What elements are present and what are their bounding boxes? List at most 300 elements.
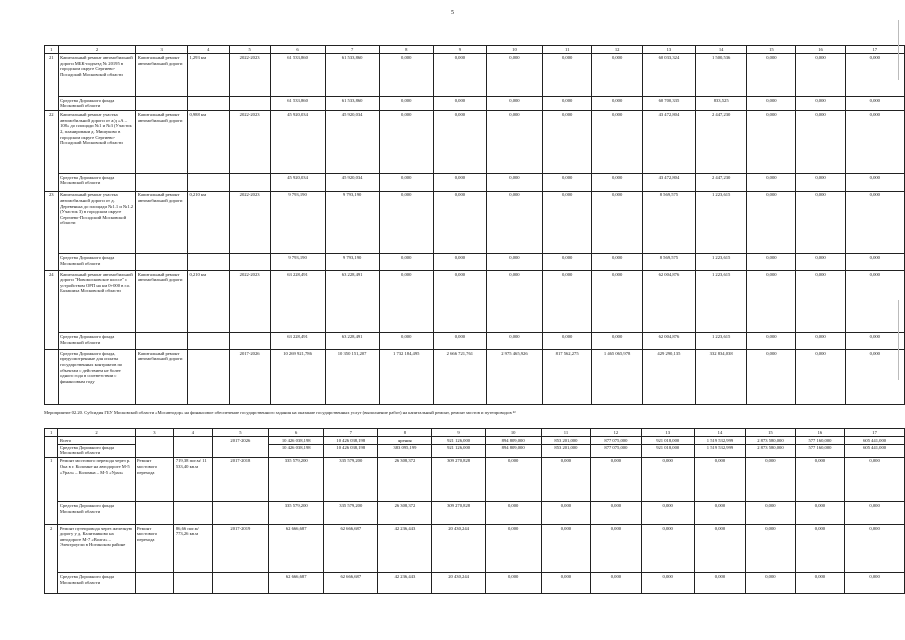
value-cell: 0,000 [845,191,904,254]
column-number: 15 [747,46,796,54]
value-cell: 0,000 [379,111,433,174]
value-cell: 2 666 721,761 [433,349,486,404]
value-cell [591,437,641,457]
value-cell: 309 270,828 [432,457,485,502]
value-cell: 0,000 [641,524,694,573]
value-cell: 335 579,200 [269,502,324,525]
column-number: 7 [324,429,378,437]
value-cell: 0,000 [796,333,845,350]
total-value: 853 201,000 [554,437,578,443]
object-row [45,457,905,502]
value-cell: 0,000 [433,96,486,111]
years: 2017-2019 [212,524,269,573]
fund-label: Средства Дорожного фонда Московской области [58,502,135,525]
value-cell: 0,000 [845,54,904,97]
value-cell [324,437,378,457]
value-cell: 0,000 [541,524,591,573]
object-row [45,111,905,174]
value-cell: 0,000 [746,457,796,502]
total-value: ярения [398,437,412,443]
object-name: Капитальный ремонт участка автомобильной дороги от д. Деревенька до площади №1.1 и №1.2 (Участок 3) в городском округе Сергиево-Посадский Московской области [58,191,136,254]
value-cell: 0,000 [542,96,591,111]
value-cell: 0,000 [694,457,745,502]
value-cell: 0,000 [747,270,796,333]
reserve-label: Средства Дорожного фонда, предусмотренные для оплаты государственных контрактов по объектам с действием не более одного года в соответствии с финансовым году [58,349,136,404]
value-cell: 8 569,575 [642,254,695,271]
row-number: 22 [45,111,59,191]
value-cell [432,437,485,457]
value-cell: 1 223,615 [696,270,747,333]
column-number: 12 [591,429,641,437]
value-cell: 0,000 [592,111,642,174]
value-cell: 0,000 [592,333,642,350]
value-cell: 0,000 [845,270,904,333]
value-cell: 1 223,615 [696,191,747,254]
object-row [45,54,905,97]
value-cell: 0,000 [747,254,796,271]
value-cell: 0,000 [379,54,433,97]
value-cell: 0,000 [694,502,745,525]
column-number: 17 [845,46,904,54]
work-type: Ремонт мостового перехода [135,524,174,573]
column-number: 3 [135,429,174,437]
value-cell [845,437,905,457]
column-number: 5 [212,429,269,437]
value-cell: 45 920,034 [325,111,379,174]
value-cell: 0,000 [845,502,905,525]
column-number: 16 [795,429,845,437]
table-cell [45,437,58,457]
table-cell [212,573,269,594]
total-value: 10 426 038,198 [336,437,366,443]
table-cell [187,254,229,271]
value-cell: 63 228,491 [325,270,379,333]
value-cell: 0,000 [694,573,745,594]
table-cell [229,173,270,191]
value-cell: 0,000 [845,333,904,350]
capacity: 0,988 км [187,111,229,174]
value-cell: 0,000 [845,254,904,271]
value-cell: 63 228,491 [270,333,325,350]
value-cell: 0,000 [747,111,796,174]
value-cell: 0,000 [796,54,845,97]
value-cell [485,437,541,457]
value-cell: 0,000 [379,96,433,111]
column-number: 14 [696,46,747,54]
work-type: Ремонт мостового перехода [135,457,174,502]
value-cell: 2 447,230 [696,173,747,191]
table-cell [135,437,174,457]
value-cell: 45 920,034 [270,173,325,191]
value-cell [269,437,324,457]
value-cell: 0,000 [486,270,542,333]
value-cell [541,437,591,457]
object-name: Ремонт путепровода через железную дорогу у д. Калитниково на автодороге М-7 «Волга» – Электроугли в Ногинском районе [58,524,135,573]
total-value: 894 809,000 [501,437,525,443]
value-cell: 0,000 [433,54,486,97]
value-cell: 1 500,536 [696,54,747,97]
object-name: Капитальный ремонт автомобильной дороги "Новомосковское шоссе" с устройством ОРП на км 0+000 в г.о. Балашиха Московской области [58,270,136,333]
table-cell [187,96,229,111]
value-cell: 0,000 [746,502,796,525]
value-cell: 0,000 [747,349,796,404]
value-cell: 335 579,200 [324,502,378,525]
value-cell: 0,000 [796,349,845,404]
value-cell: 0,000 [746,573,796,594]
value-cell: 60 033,324 [642,54,695,97]
column-number: 10 [486,46,542,54]
column-number: 11 [541,429,591,437]
value-cell: 0,000 [485,502,541,525]
capacity: 0,210 км [187,270,229,333]
years: 2022-2023 [229,111,270,174]
table-cell [174,573,212,594]
column-number: 13 [642,46,695,54]
value-cell: 0,000 [746,524,796,573]
value-cell: 62 004,876 [642,270,695,333]
value-cell: 61 533,860 [325,96,379,111]
fund-row [45,502,905,525]
object-name: Ремонт мостового перехода через р. Ока в г. Коломне на автодороге М-5 «Урал» – Коломна – М-5 «Урал» [58,457,135,502]
years: 2017-2026 [229,349,270,404]
value-cell: 0,000 [433,333,486,350]
fund-value: 921 126,000 [432,444,484,451]
value-cell: 63 228,491 [325,333,379,350]
value-cell: 0,000 [591,457,641,502]
value-cell: 26 308,372 [378,502,432,525]
table-cell [45,349,59,404]
total-value: 605 441,000 [863,437,887,443]
row-number: 21 [45,54,59,111]
value-cell: 0,000 [541,502,591,525]
value-cell: 1 732 184,495 [379,349,433,404]
value-cell: 0,000 [592,191,642,254]
total-value: 2 873 580,000 [757,437,784,443]
value-cell: 0,000 [541,573,591,594]
value-cell: 309 270,828 [432,502,485,525]
fund-row [45,96,905,111]
value-cell: 0,000 [433,191,486,254]
value-cell: 0,000 [592,96,642,111]
value-cell: 0,000 [379,254,433,271]
fund-label: Средства Дорожного фонда Московской области [58,173,136,191]
section-note: Мероприятие 02.20. Субсидия ГБУ Московской области «Мосавтодор» на финансовое обеспечение государственного задания на оказание государственных услуг (выполнение работ) на капитальный ремонт, ремонт мостов и путепроводов ²³ [44,410,516,415]
value-cell: 0,000 [747,54,796,97]
capacity: 719,38 пог.м/ 11 533,40 кв.м [174,457,212,502]
value-cell: 60 700,335 [642,96,695,111]
value-cell: 0,000 [845,173,904,191]
lower-objects-table [44,428,905,594]
value-cell: 0,000 [542,54,591,97]
table-cell [187,333,229,350]
value-cell: 0,000 [486,254,542,271]
column-number: 9 [432,429,485,437]
row-number: 2 [45,524,58,593]
value-cell: 0,000 [796,173,845,191]
value-cell: 0,000 [795,573,845,594]
column-number: 2 [58,429,135,437]
value-cell: 817 562,275 [542,349,591,404]
value-cell: 42 236,443 [378,573,432,594]
value-cell: 0,000 [542,333,591,350]
value-cell: 332 834,038 [696,349,747,404]
table-cell [212,502,269,525]
value-cell: 62 666,687 [324,524,378,573]
value-cell: 1 465 065,978 [592,349,642,404]
fund-value: 853 201,000 [542,444,591,451]
total-value: 10 426 038,198 [281,437,311,443]
value-cell: 9 793,190 [325,191,379,254]
value-cell: 0,000 [542,173,591,191]
value-cell: 0,000 [486,54,542,97]
column-number: 14 [694,429,745,437]
value-cell: 0,000 [486,173,542,191]
value-cell: 61 533,860 [270,96,325,111]
column-number: 17 [845,429,905,437]
value-cell: 62 666,687 [269,573,324,594]
value-cell: 335 579,200 [324,457,378,502]
value-cell: 0,000 [641,573,694,594]
value-cell: 0,000 [845,349,904,404]
value-cell: 0,000 [379,333,433,350]
value-cell: 0,000 [542,254,591,271]
column-number: 7 [325,46,379,54]
value-cell [641,437,694,457]
object-name: Капитальный ремонт участка автомобильной дороги от а/д «А – 108» до площади №1 и №3 (Участок 2, планировани д. Мишуково в городском округе Сергиево-Посадский Московской области [58,111,136,174]
column-number: 4 [187,46,229,54]
fund-value: 2 873 580,000 [746,444,795,451]
value-cell: 0,000 [747,191,796,254]
fund-row [45,573,905,594]
fund-value: 877 075,000 [591,444,640,451]
column-number: 6 [270,46,325,54]
total-value: 921 126,000 [447,437,471,443]
row-number: 24 [45,270,59,349]
value-cell: 2 975 465,926 [486,349,542,404]
value-cell: 62 666,687 [324,573,378,594]
table-cell [187,173,229,191]
value-cell: 0,000 [796,191,845,254]
row-number: 23 [45,191,59,270]
value-cell: 2 447,230 [696,111,747,174]
column-number: 10 [485,429,541,437]
value-cell: 0,000 [485,524,541,573]
value-cell: 9 793,190 [270,254,325,271]
table-cell [174,502,212,525]
value-cell: 0,000 [433,254,486,271]
table-cell [229,333,270,350]
value-cell: 0,000 [795,457,845,502]
table-cell [136,96,188,111]
value-cell [746,437,796,457]
value-cell: 10 350 151,207 [325,349,379,404]
table-cell [135,502,174,525]
capacity: 86,66 пог.м/ 773,26 кв.м [174,524,212,573]
capacity: 0,210 км [187,191,229,254]
value-cell: 0,000 [845,111,904,174]
value-cell: 62 004,876 [642,333,695,350]
value-cell: 0,000 [845,573,905,594]
value-cell: 20 430,244 [432,524,485,573]
value-cell [694,437,745,457]
fund-value: 605 441,000 [845,444,904,451]
fund-label: Средства Дорожного фонда Московской области [58,254,136,271]
page-number: 5 [451,10,454,16]
fund-value: 577 160,000 [796,444,845,451]
fund-label: Средства Дорожного фонда Московской области [58,333,136,350]
column-number: 3 [136,46,188,54]
value-cell: 0,000 [592,254,642,271]
value-cell: 833,525 [696,96,747,111]
column-number: 8 [378,429,432,437]
value-cell: 62 666,687 [269,524,324,573]
column-number: 1 [45,46,59,54]
table-cell [135,573,174,594]
column-number-row [45,46,905,54]
value-cell: 26 308,372 [378,457,432,502]
value-cell: 0,000 [433,173,486,191]
years: 2022-2023 [229,270,270,333]
work-type: Капитальный ремонт автомобильной дороги [136,111,188,174]
value-cell: 0,000 [379,173,433,191]
table-cell [136,254,188,271]
total-row [45,437,905,457]
value-cell [795,437,845,457]
value-cell: 0,000 [795,502,845,525]
column-number: 8 [379,46,433,54]
column-number: 2 [58,46,136,54]
value-cell: 0,000 [379,270,433,333]
value-cell: 0,000 [747,96,796,111]
column-number: 5 [229,46,270,54]
value-cell: 0,000 [747,173,796,191]
capacity: 1,293 км [187,54,229,97]
value-cell: 61 533,860 [270,54,325,97]
value-cell [378,437,432,457]
work-type: Капитальный ремонт автомобильной дороги [136,191,188,254]
fund-label: Средства Дорожного фонда Московской области [58,96,136,111]
value-cell: 1 223,615 [696,254,747,271]
value-cell: 0,000 [592,270,642,333]
value-cell: 0,000 [796,270,845,333]
value-cell: 61 533,860 [325,54,379,97]
value-cell: 335 579,200 [269,457,324,502]
value-cell: 63 228,491 [270,270,325,333]
value-cell: 0,000 [845,524,905,573]
column-number-row [45,429,905,437]
column-number: 4 [174,429,212,437]
upper-objects-table [44,45,905,405]
object-row [45,524,905,573]
column-number: 15 [746,429,796,437]
total-value: 1 519 532,999 [706,437,734,443]
fund-row [45,254,905,271]
value-cell: 0,000 [796,254,845,271]
value-cell: 45 920,034 [270,111,325,174]
column-number: 13 [641,429,694,437]
fund-value: 894 809,000 [486,444,541,451]
years: 2022-2023 [229,191,270,254]
value-cell: 0,000 [591,524,641,573]
value-cell: 0,000 [591,502,641,525]
object-row [45,270,905,333]
total-labels [58,437,135,457]
value-cell: 0,000 [433,270,486,333]
column-number: 16 [796,46,845,54]
table-cell [174,437,212,457]
fund-value: 1 519 532,999 [695,444,745,451]
page-edge-mark [898,20,899,80]
value-cell: 0,000 [795,524,845,573]
value-cell: 1 223,615 [696,333,747,350]
value-cell: 8 569,575 [642,191,695,254]
total-value: 921 018,000 [656,437,680,443]
value-cell: 43 472,804 [642,111,695,174]
work-type: Капитальный ремонт автомобильной дороги [136,349,188,404]
value-cell: 20 430,244 [432,573,485,594]
value-cell: 0,000 [379,191,433,254]
value-cell: 0,000 [845,96,904,111]
total-label: Всего [59,437,72,443]
value-cell: 0,000 [541,457,591,502]
value-cell: 0,000 [486,191,542,254]
value-cell: 0,000 [485,457,541,502]
value-cell: 0,000 [641,502,694,525]
column-number: 12 [592,46,642,54]
value-cell: 9 793,190 [270,191,325,254]
fund-value: 383 095,199 [378,444,431,451]
value-cell: 0,000 [796,111,845,174]
column-number: 1 [45,429,58,437]
value-cell: 0,000 [486,111,542,174]
value-cell: 0,000 [747,333,796,350]
column-number: 9 [433,46,486,54]
value-cell: 42 236,443 [378,524,432,573]
column-number: 6 [269,429,324,437]
value-cell: 0,000 [694,524,745,573]
total-fund-label: Средства Дорожного фонда Московской области [58,444,134,456]
value-cell: 43 472,804 [642,173,695,191]
value-cell: 0,000 [486,96,542,111]
fund-value: 10 426 038,198 [269,444,323,451]
fund-row [45,173,905,191]
reserve-row [45,349,905,404]
value-cell: 0,000 [641,457,694,502]
value-cell: 0,000 [542,270,591,333]
work-type: Капитальный ремонт автомобильной дороги [136,54,188,97]
value-cell: 0,000 [591,573,641,594]
years: 2017-2026 [212,437,269,457]
work-type: Капитальный ремонт автомобильной дороги [136,270,188,333]
value-cell: 429 290,135 [642,349,695,404]
row-number: 1 [45,457,58,524]
object-name: Капитальный ремонт автомобильной дороги МБК-подъезд № 20195 в городском округе Сергиево-Посадский Московской области [58,54,136,97]
value-cell: 0,000 [845,457,905,502]
value-cell: 0,000 [542,191,591,254]
value-cell: 0,000 [485,573,541,594]
value-cell: 10 269 921,786 [270,349,325,404]
column-number: 11 [542,46,591,54]
fund-value: 921 018,000 [642,444,694,451]
value-cell: 9 793,190 [325,254,379,271]
years: 2017-2018 [212,457,269,502]
value-cell: 0,000 [433,111,486,174]
value-cell: 0,000 [592,173,642,191]
table-cell [187,349,229,404]
object-row [45,191,905,254]
table-cell [229,254,270,271]
value-cell: 0,000 [592,54,642,97]
